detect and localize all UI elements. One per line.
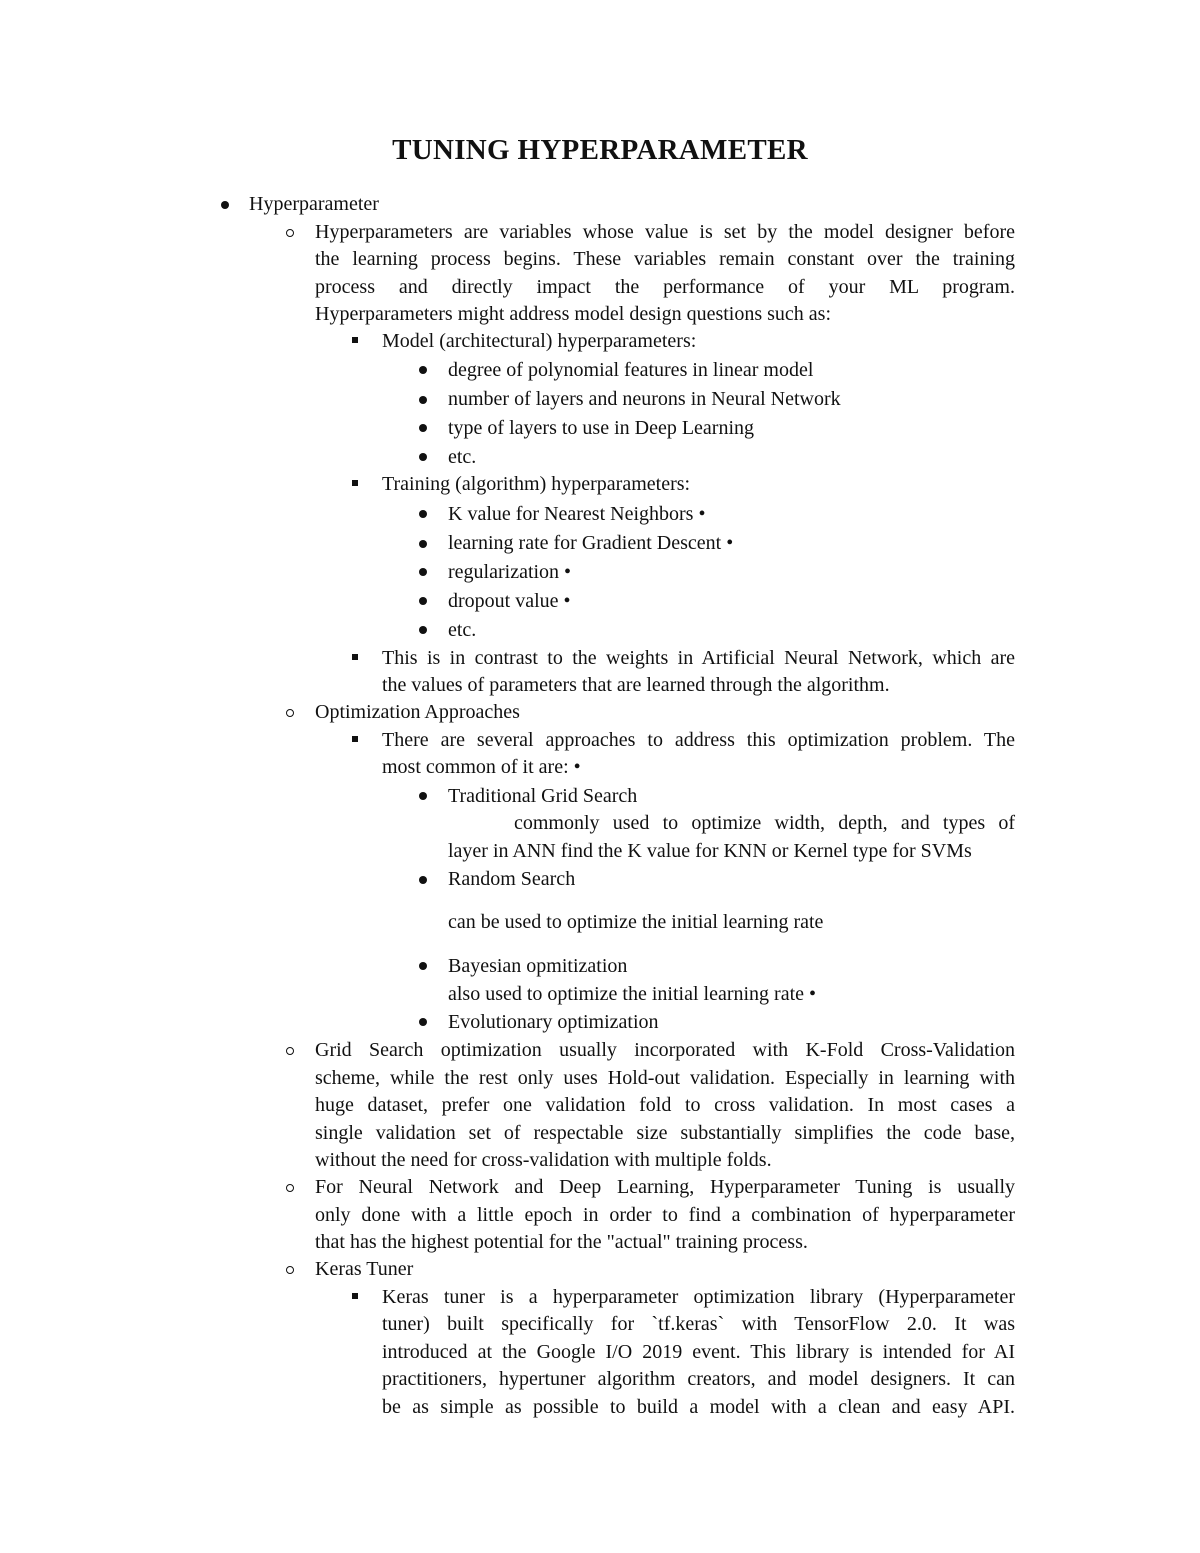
bullet-dot (419, 396, 427, 404)
bullet-dot (419, 366, 427, 374)
nn-paragraph-line: that has the highest potential for the "actual" training process. (315, 1231, 808, 1253)
nn-paragraph-line: For Neural Network and Deep Learning, Hyperparameter Tuning is usually (315, 1176, 1015, 1198)
bullet-square (352, 337, 358, 343)
evolutionary-label: Evolutionary optimization (448, 1011, 659, 1033)
bullet-dot (419, 424, 427, 432)
bullet-dot (419, 597, 427, 605)
optimization-intro-line: There are several approaches to address this optimization problem. The (382, 729, 1015, 751)
optimization-intro-line: most common of it are: • (382, 756, 581, 778)
keras-paragraph-line: Keras tuner is a hyperparameter optimization library (Hyperparameter (382, 1286, 1015, 1308)
bullet-circle (286, 1266, 294, 1274)
grid-search-paragraph-line: without the need for cross-validation with multiple folds. (315, 1149, 772, 1171)
contrast-line: the values of parameters that are learned through the algorithm. (382, 674, 890, 696)
list-item: degree of polynomial features in linear model (448, 359, 814, 381)
bullet-dot (419, 1018, 427, 1026)
bullet-square (352, 480, 358, 486)
grid-search-paragraph-line: huge dataset, prefer one validation fold to cross validation. In most cases a (315, 1094, 1015, 1116)
keras-paragraph-line: be as simple as possible to build a model with a clean and easy API. (382, 1396, 1015, 1418)
nn-paragraph-line: only done with a little epoch in order to find a combination of hyperparameter (315, 1204, 1015, 1226)
bullet-dot (221, 201, 229, 209)
bullet-dot (419, 540, 427, 548)
document-title: TUNING HYPERPARAMETER (392, 134, 808, 166)
bullet-dot (419, 453, 427, 461)
bullet-circle (286, 1047, 294, 1055)
grid-search-paragraph-line: single validation set of respectable size substantially simplifies the code base, (315, 1122, 1015, 1144)
keras-paragraph-line: tuner) built specifically for `tf.keras` with TensorFlow 2.0. It was (382, 1313, 1015, 1335)
grid-search-desc: commonly used to optimize width, depth, and types of (514, 812, 1015, 834)
section-heading-optimization: Optimization Approaches (315, 701, 520, 723)
list-item: K value for Nearest Neighbors • (448, 503, 706, 525)
list-item: number of layers and neurons in Neural Network (448, 388, 841, 410)
grid-search-label: Traditional Grid Search (448, 785, 638, 807)
list-item: type of layers to use in Deep Learning (448, 417, 755, 439)
bullet-dot (419, 962, 427, 970)
bullet-square (352, 1293, 358, 1299)
contrast-line: This is in contrast to the weights in Artificial Neural Network, which are (382, 647, 1015, 669)
keras-paragraph-line: introduced at the Google I/O 2019 event. This library is intended for AI (382, 1341, 1015, 1363)
bullet-circle (286, 229, 294, 237)
training-hyperparameters-heading: Training (algorithm) hyperparameters: (382, 473, 691, 495)
bullet-circle (286, 709, 294, 717)
model-hyperparameters-heading: Model (architectural) hyperparameters: (382, 330, 697, 352)
random-search-label: Random Search (448, 868, 576, 890)
bayesian-label: Bayesian opmitization (448, 955, 628, 977)
bullet-dot (419, 792, 427, 800)
intro-line: Hyperparameters are variables whose value is set by the model designer before (315, 221, 1015, 243)
grid-search-paragraph-line: scheme, while the rest only uses Hold-out validation. Especially in learning with (315, 1067, 1015, 1089)
list-item: etc. (448, 619, 477, 641)
list-item: etc. (448, 446, 477, 468)
section-heading-hyperparameter: Hyperparameter (249, 193, 379, 215)
bayesian-desc: also used to optimize the initial learning rate • (448, 983, 817, 1005)
intro-line: Hyperparameters might address model design questions such as: (315, 303, 831, 325)
grid-search-desc: layer in ANN find the K value for KNN or Kernel type for SVMs (448, 840, 972, 862)
bullet-circle (286, 1184, 294, 1192)
bullet-dot (419, 626, 427, 634)
bullet-square (352, 654, 358, 660)
intro-line: process and directly impact the performance of your ML program. (315, 276, 1015, 298)
grid-search-paragraph-line: Grid Search optimization usually incorporated with K-Fold Cross-Validation (315, 1039, 1015, 1061)
intro-line: the learning process begins. These variables remain constant over the training (315, 248, 1015, 270)
bullet-dot (419, 510, 427, 518)
list-item: learning rate for Gradient Descent • (448, 532, 734, 554)
bullet-dot (419, 876, 427, 884)
keras-paragraph-line: practitioners, hypertuner algorithm creators, and model designers. It can (382, 1368, 1015, 1390)
bullet-square (352, 736, 358, 742)
list-item: dropout value • (448, 590, 571, 612)
list-item: regularization • (448, 561, 572, 583)
random-search-desc: can be used to optimize the initial learning rate (448, 911, 824, 933)
section-heading-keras-tuner: Keras Tuner (315, 1258, 414, 1280)
bullet-dot (419, 568, 427, 576)
